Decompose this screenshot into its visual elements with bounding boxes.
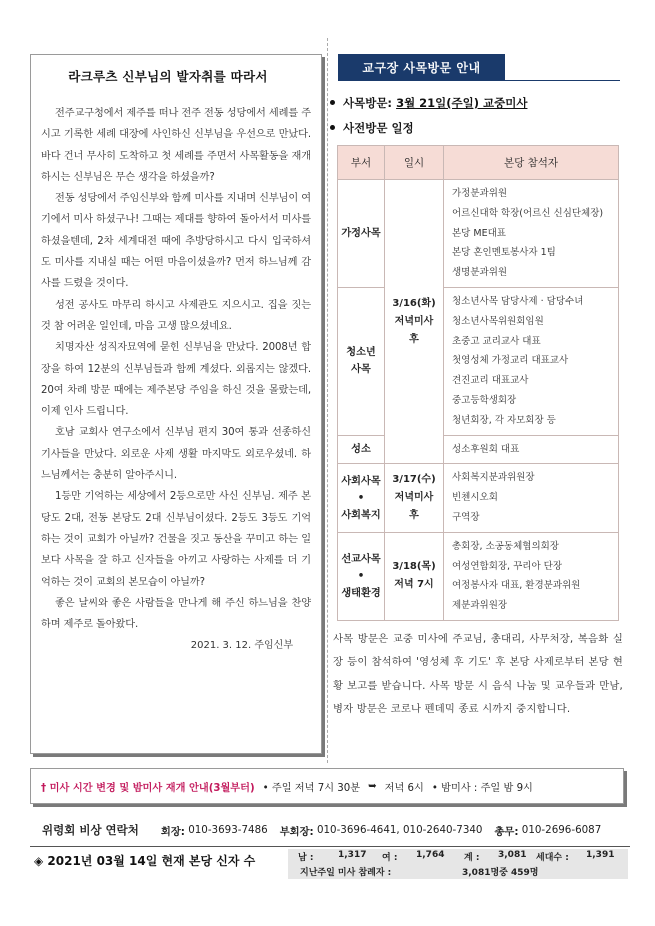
parish-stats-title: ◈ 2021년 03월 14일 현재 본당 신자 수 xyxy=(34,854,256,868)
visit-label: 사목방문: xyxy=(343,96,393,110)
contact-label: 총무: xyxy=(494,825,519,838)
contact-phone: 010-3693-7486 xyxy=(188,824,268,836)
attendee-item: 생명분과위원 xyxy=(452,267,508,279)
households-label: 세대수 : xyxy=(536,853,569,863)
attendees-cell xyxy=(444,435,619,464)
header-dept: 부서 xyxy=(338,146,385,180)
contact-label: 회장: xyxy=(160,825,185,838)
dept-cell: 사회사목 • 사회복지 xyxy=(338,464,385,532)
header-attendees: 본당 참석자 xyxy=(444,146,619,180)
table-header-row xyxy=(338,146,619,180)
table-row xyxy=(338,435,619,464)
article-paragraph: 호남 교회사 연구소에서 신부님 편지 30여 통과 선종하신 기사들을 만났다. 외로운 사제 생활 마지막도 외로우셨네. 하느님께서는 충분히 알아주시니. xyxy=(41,427,311,482)
article-title: 라크루츠 신부님의 발자취를 따라서 xyxy=(68,69,268,84)
attendees-cell xyxy=(444,287,619,435)
article-paragraph: 치명자산 성직자묘역에 묻힌 신부님을 만났다. 2008년 합장을 하여 12분의 신부님들과 함께 계셨다. 외롭지는 않겠다. 20여 차례 방문 때에는 제주본당 주임을 하신 것을 몰랐는데, 이제 인사 드립니다. xyxy=(41,342,311,418)
attendees-cell xyxy=(444,464,619,532)
attendance-value: 3,081명중 459명 xyxy=(462,868,539,878)
attendee-item: 총회장, 소공동체협의회장 xyxy=(452,540,559,552)
dept-cell: 가정사목 xyxy=(338,180,385,288)
attendee-item: 가정분과위원 xyxy=(452,188,508,199)
attendee-item: 초중고 교리교사 대표 xyxy=(452,335,541,347)
contact-row xyxy=(30,818,630,842)
header-underline xyxy=(338,80,620,81)
attendee-item: 빈첸시오회 xyxy=(452,492,498,504)
attendee-item: 여정봉사자 대표, 환경분과위원 xyxy=(452,580,581,592)
notice-item-1-to: 저녁 6시 xyxy=(384,782,424,794)
attendee-item: 제분과위원장 xyxy=(452,600,508,612)
article-paragraph: 전동 성당에서 주임신부와 함께 미사를 지내며 신부님이 여기에서 미사 하셨구나! 그때는 제대를 향하여 돌아서서 미사를 하셨을텐데, 2차 세계대전 때에 추방당하시고 다시 입국하셔도 미사를 지내실 때는 어떤 마음이셨을까? 먼저 하느님께 감사를 드렸을 것이다. xyxy=(41,193,311,290)
date-cell: 3/16(화) 저녁미사 후 xyxy=(385,180,444,464)
article-paragraph: 1등만 기억하는 세상에서 2등으로만 사신 신부님. 제주 본당도 2대, 전동 본당도 2대 신부님이셨다. 2등도 3등도 기억하는 것이 교회가 아닐까? 건물을 짓고 동산을 꾸미고 하는 일보다 사목을 잘 하고 신자들을 아끼고 사랑하는 사제를 더 기억하는 것이 교회의 본모습이 아닐까? xyxy=(41,491,311,588)
attendee-item: 견진교리 대표교사 xyxy=(452,375,529,387)
attendance-label: 지난주일 미사 참례자 : xyxy=(300,868,392,878)
female-label: 여 : xyxy=(382,853,398,863)
attendee-item: 중고등학생회장 xyxy=(452,394,517,406)
pre-visit-line xyxy=(330,120,414,136)
notice-item-2: • 밤미사 : 주일 밤 9시 xyxy=(431,782,533,794)
attendee-item: 첫영성체 가정교리 대표교사 xyxy=(452,355,569,367)
total-count: 3,081 xyxy=(498,850,527,860)
attendee-item: 사회복지분과위원장 xyxy=(452,472,535,484)
visit-value: 3월 21일(주일) 교중미사 xyxy=(396,96,528,110)
article-paragraph: 좋은 날씨와 좋은 사람들을 만나게 해 주신 하느님을 찬양하며 제주로 돌아왔다. xyxy=(41,597,311,631)
parish-stats-box xyxy=(288,849,628,879)
visit-date-line xyxy=(330,95,527,111)
date-cell: 3/18(목) 저녁 7시 xyxy=(385,532,444,620)
mass-time-notice xyxy=(30,768,624,804)
attendee-item: 어르신대학 학장(어르신 신심단체장) xyxy=(452,207,604,219)
dept-cell: 성소 xyxy=(338,435,385,464)
article-paragraph: 전주교구청에서 제주를 떠나 전주 전동 성당에서 세례를 주시고 기록한 세례 대장에 사인하신 신부님을 우선으로 만났다. 바다 건너 무사히 도착하고 첫 세례를 주면서 사목활동을 재개하시는 신부님은 무슨 생각을 하셨을까? xyxy=(41,108,311,183)
visit-section-header: 교구장 사목방문 안내 xyxy=(338,54,505,80)
attendee-item: 구역장 xyxy=(452,511,480,523)
contact-title: 위령회 비상 연락처 xyxy=(42,823,139,837)
arrow-icon: ➥ xyxy=(368,780,377,792)
attendee-item: 청소년사목 담당사제 · 담당수녀 xyxy=(452,295,584,307)
column-divider xyxy=(327,38,328,763)
attendees-cell xyxy=(444,180,619,288)
attendee-item: 청년회장, 각 자모회장 등 xyxy=(452,414,556,426)
article-body xyxy=(41,103,311,651)
dept-cell: 청소년 사목 xyxy=(338,287,385,435)
table-row xyxy=(338,464,619,532)
total-label: 계 : xyxy=(464,853,480,863)
bullet-icon xyxy=(330,100,335,105)
male-label: 남 : xyxy=(298,853,314,863)
notice-item-1: • 주일 저녁 7시 30분 xyxy=(262,782,361,794)
table-row xyxy=(338,180,619,288)
contact-divider xyxy=(30,846,630,847)
article-paragraph: 성전 공사도 마무리 하시고 사제관도 지으시고. 집을 짓는 것 참 어려운 일인데, 마음 고생 많으셨네요. xyxy=(41,299,311,332)
contact-phone: 010-2696-6087 xyxy=(521,824,602,836)
attendee-item: 여성연합회장, 꾸리아 단장 xyxy=(452,560,563,572)
table-row xyxy=(338,287,619,435)
table-row xyxy=(338,532,619,620)
notice-title: † 미사 시간 변경 및 밤미사 재개 안내(3월부터) xyxy=(41,782,255,794)
contact-phone: 010-3696-4641, 010-2640-7340 xyxy=(316,824,483,836)
header-date: 일시 xyxy=(385,146,444,180)
date-cell: 3/17(수) 저녁미사 후 xyxy=(385,464,444,532)
attendee-item: 성소후원회 대표 xyxy=(452,443,520,455)
households-count: 1,391 xyxy=(586,850,615,860)
article-signature: 2021. 3. 12. 주임신부 xyxy=(190,640,293,652)
schedule-table xyxy=(337,145,619,621)
attendee-item: 본당 ME대표 xyxy=(452,227,506,239)
contact-label: 부회장: xyxy=(279,825,314,838)
dept-cell: 선교사목 • 생태환경 xyxy=(338,532,385,620)
attendee-item: 본당 혼인멘토봉사자 1팀 xyxy=(452,247,556,259)
article-box xyxy=(30,54,322,754)
pre-visit-label: 사전방문 일정 xyxy=(343,121,414,135)
bullet-icon xyxy=(330,125,335,130)
attendee-item: 청소년사목위원회임원 xyxy=(452,315,544,327)
male-count: 1,317 xyxy=(338,850,367,860)
female-count: 1,764 xyxy=(416,850,445,860)
visit-note: 사목 방문은 교중 미사에 주교님, 총대리, 사무처장, 복음화 실장 등이 참석하여 '영성체 후 기도' 후 본당 사제로부터 본당 현황 보고를 받습니다. 사목 방문 시 음식 나눔 및 교우들과 만남, 병자 방문은 코로나 펜데믹 종료 시까지 중지합니다. xyxy=(333,633,623,715)
attendees-cell xyxy=(444,532,619,620)
